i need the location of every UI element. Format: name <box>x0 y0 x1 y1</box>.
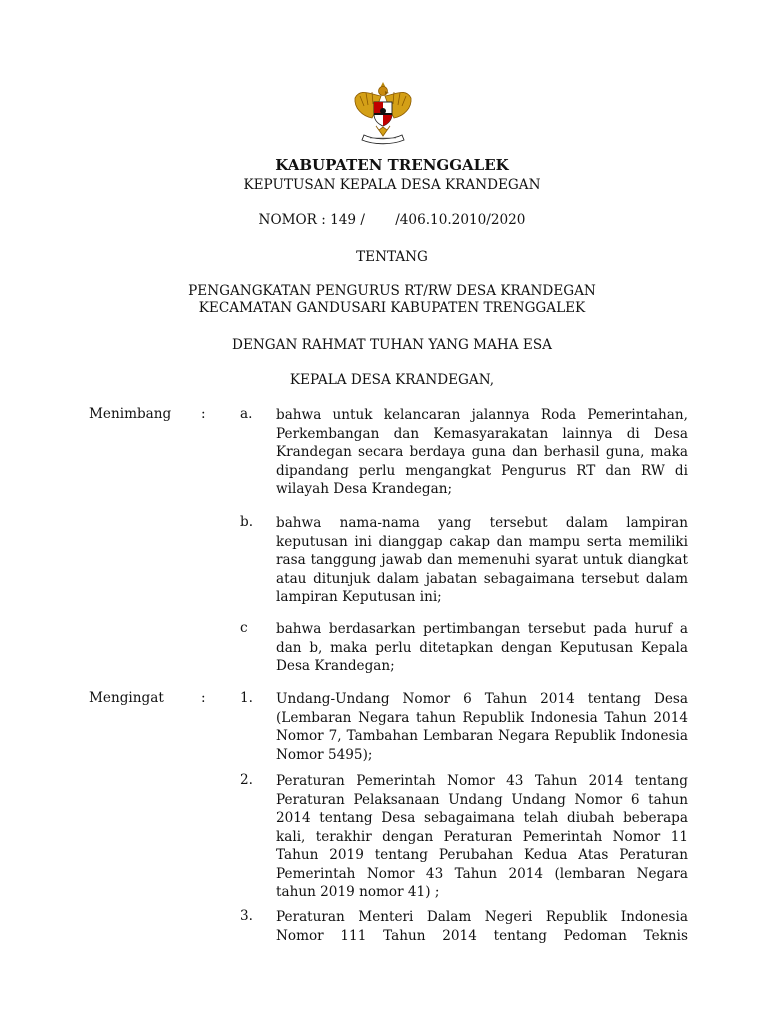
item-marker: b. <box>240 514 254 530</box>
remembering-colon: : <box>201 690 206 706</box>
grace-line: DENGAN RAHMAT TUHAN YANG MAHA ESA <box>232 337 552 353</box>
decree-number: NOMOR : 149 / /406.10.2010/2020 <box>258 212 526 228</box>
item-marker: 3. <box>240 908 253 924</box>
item-text: bahwa nama-nama yang tersebut dalam lampiran keputusan ini dianggap cakap dan mampu serta memiliki rasa tanggung jawab dan memenuhi syarat untuk diangkat atau ditunjuk dalam jabatan sebagaimana tersebut dalam lampiran Keputusan ini; <box>276 515 688 605</box>
item-text: bahwa untuk kelancaran jalannya Roda Pemerintahan, Perkembangan dan Kemasyarakatan lainnya di Desa Krandegan secara berdaya guna dan berhasil guna, maka dipandang perlu mengangkat Pengurus RT dan RW di wilayah Desa Krandegan; <box>276 407 688 497</box>
subject-line-2: KECAMATAN GANDUSARI KABUPATEN TRENGGALEK <box>198 300 586 316</box>
considering-label: Menimbang <box>89 406 172 422</box>
item-text: bahwa berdasarkan pertimbangan tersebut pada huruf a dan b, maka perlu ditetapkan dengan Keputusan Kepala Desa Krandegan; <box>276 621 688 674</box>
considering-colon: : <box>201 406 206 422</box>
item-marker: 1. <box>240 690 253 706</box>
subject-line-1: PENGANGKATAN PENGURUS RT/RW DESA KRANDEGAN <box>188 283 596 299</box>
regency-title: KABUPATEN TRENGGALEK <box>275 156 509 174</box>
official-title: KEPALA DESA KRANDEGAN, <box>289 372 495 388</box>
item-marker: a. <box>240 406 253 422</box>
item-text: Peraturan Menteri Dalam Negeri Republik Indonesia Nomor 111 Tahun 2014 tentang Pedoman Teknis <box>276 909 688 944</box>
decree-title: KEPUTUSAN KEPALA DESA KRANDEGAN <box>243 177 541 193</box>
item-text: Peraturan Pemerintah Nomor 43 Tahun 2014 tentang Peraturan Pelaksanaan Undang Undang Nomor 6 tahun 2014 tentang Desa sebagaimana telah diubah beberapa kali, terakhir dengan Peraturan Pemerintah Nomor 11 Tahun 2019 tentang Perubahan Kedua Atas Peraturan Pemerintah Nomor 43 Tahun 2014 (lembaran Negara tahun 2019 nomor 41) ; <box>276 773 688 900</box>
remembering-label: Mengingat <box>89 690 164 706</box>
garuda-emblem-icon <box>352 80 414 146</box>
item-marker: 2. <box>240 772 253 788</box>
about-heading: TENTANG <box>356 249 428 265</box>
item-marker: c <box>240 620 248 636</box>
item-text: Undang-Undang Nomor 6 Tahun 2014 tentang Desa (Lembaran Negara tahun Republik Indonesia Tahun 2014 Nomor 7, Tambahan Lembaran Negara Republik Indonesia Nomor 5495); <box>276 691 688 763</box>
